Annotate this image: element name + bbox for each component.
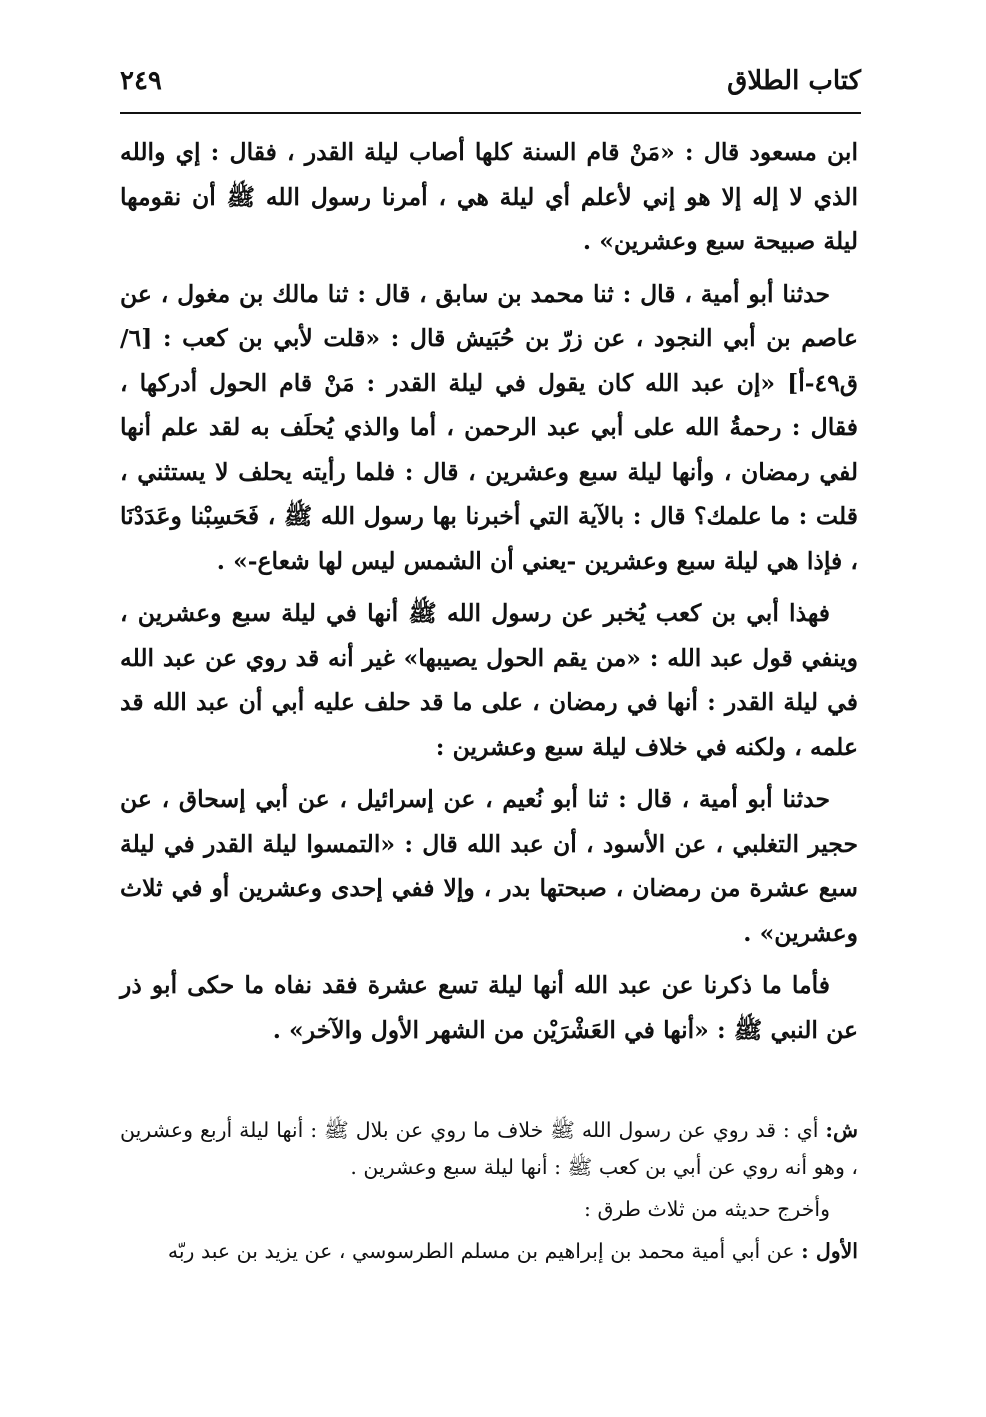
commentary-text-1: أي : قد روي عن رسول الله ﷺ خلاف ما روي عن بلال ﷺ : أنها ليلة أربع وعشرين ، وهو أنه روي عن أبي بن كعب ﷺ : أنها ليلة سبع وعشرين . — [120, 1118, 858, 1179]
running-title: كتاب الطلاق — [727, 66, 861, 96]
page-header — [120, 62, 861, 112]
paragraph-3: فهذا أبي بن كعب يُخبر عن رسول الله ﷺ أنها في ليلة سبع وعشرين ، وينفي قول عبد الله : «من يقم الحول يصيبها» غير أنه قد روي عن عبد الله في ليلة القدر : أنها في رمضان ، على ما قد حلف عليه أبي أن عبد الله قد علمه ، ولكنه في خلاف ليلة سبع وعشرين : — [120, 599, 858, 761]
paragraph-1: ابن مسعود قال : «مَنْ قام السنة كلها أصاب ليلة القدر ، فقال : إي والله الذي لا إله إلا هو إني لأعلم أي ليلة هي ، أمرنا رسول الله ﷺ أن نقومها ليلة صبيحة سبع وعشرين» . — [120, 138, 858, 255]
main-text — [120, 130, 858, 1060]
commentary-text-3: عن أبي أمية محمد بن إبراهيم بن مسلم الطرسوسي ، عن يزيد بن عبد ربّه — [167, 1239, 802, 1263]
header-rule — [120, 112, 861, 114]
page-number: ٢٤٩ — [120, 66, 162, 96]
commentary-paragraph-3 — [120, 1233, 858, 1270]
commentary-first-label: الأول : — [801, 1239, 858, 1263]
paragraph-4: حدثنا أبو أمية ، قال : ثنا أبو نُعيم ، عن إسرائيل ، عن أبي إسحاق ، عن حجير التغلبي ، عن الأسود ، أن عبد الله قال : «التمسوا ليلة القدر في ليلة سبع عشرة من رمضان ، صبحتها بدر ، وإلا ففي إحدى وعشرين أو في ثلاث وعشرين» . — [120, 785, 858, 947]
commentary-paragraph-1 — [120, 1112, 858, 1186]
paragraph-2: حدثنا أبو أمية ، قال : ثنا محمد بن سابق ، قال : ثنا مالك بن مغول ، عن عاصم بن أبي النجود ، عن زرّ بن حُبَيش قال : «قلت لأبي بن كعب : [٦/ ق٤٩-أ] «إن عبد الله كان يقول في ليلة القدر : مَنْ قام الحول أدركها ، فقال : رحمةُ الله على أبي عبد الرحمن ، أما والذي يُحلَف به لقد علم أنها لفي رمضان ، وأنها ليلة سبع وعشرين ، قال : فلما رأيته يحلف لا يستثني ، قلت : ما علمك؟ قال : بالآية التي أخبرنا بها رسول الله ﷺ ، فَحَسِبْنا وعَدَدْنَا ، فإذا هي ليلة سبع وعشرين -يعني أن الشمس ليس لها شعاع-» . — [120, 279, 858, 575]
paragraph-5: فأما ما ذكرنا عن عبد الله أنها ليلة تسع عشرة فقد نفاه ما حكى أبو ذر عن النبي ﷺ : «أنها في العَشْرَيْن من الشهر الأول والآخر» . — [120, 971, 858, 1044]
commentary-paragraph-2: وأخرج حديثه من ثلاث طرق : — [584, 1197, 830, 1221]
commentary-text — [120, 1112, 858, 1275]
commentary-lead-label: ش: — [825, 1118, 858, 1142]
